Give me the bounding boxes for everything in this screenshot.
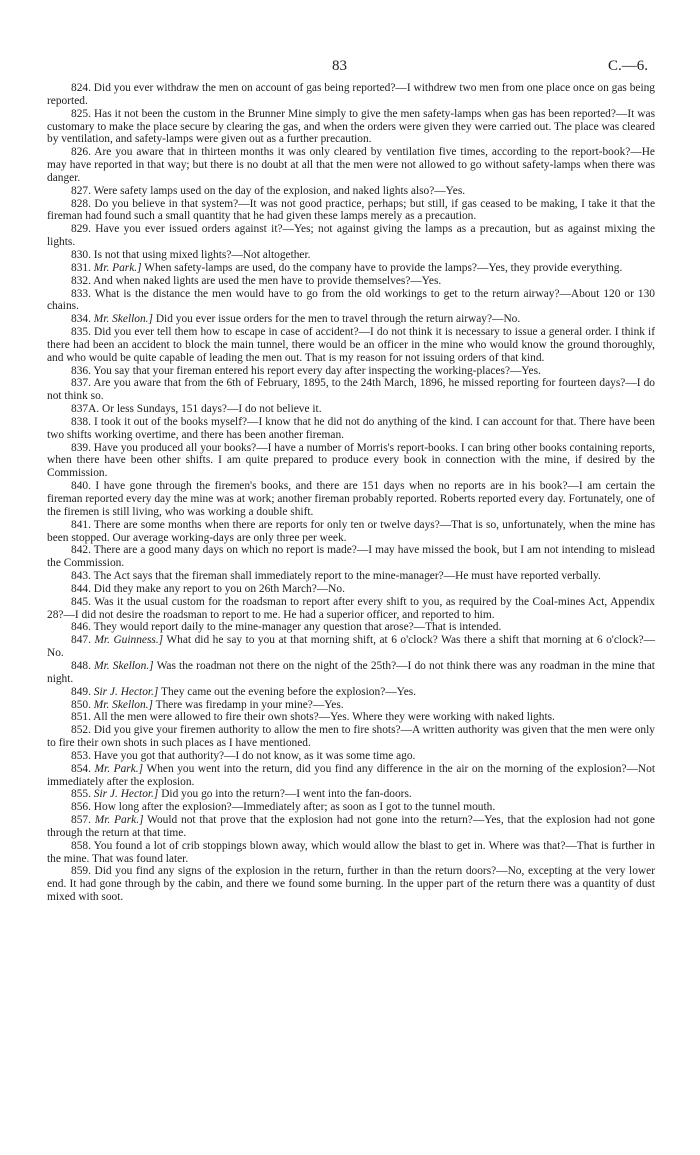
qa-entry (47, 763, 655, 789)
entry-number: 847. (71, 634, 91, 647)
qa-entry (47, 326, 655, 365)
speaker-name: Mr. Skellon.] (93, 313, 153, 326)
qa-entry (47, 544, 655, 570)
qa-entry (47, 377, 655, 403)
entry-number: 857. (71, 814, 91, 827)
entry-text: 839. Have you produced all your books?—I have a number of Morris's report-books. I can bring other books containing reports, when there have been other shifts. I am quite prepared to produce every book in connection with the mine, if desired by the Commission. (47, 441, 655, 480)
entry-text: 833. What is the distance the men would have to go from the old workings to get to the return airway?—About 120 or 130 chains. (47, 287, 655, 313)
entry-text: 858. You found a lot of crib stoppings blown away, which would allow the blast to get in. Where was that?—That is further in the mine. That was found later. (47, 839, 655, 865)
qa-entry (47, 275, 655, 288)
entry-text: 852. Did you give your firemen authority to allow the men to fire shots?—A written authority was given that the men were only to fire their own shots in such places as I have mentioned. (47, 724, 655, 750)
entry-text: They came out the evening before the explosion?—Yes. (161, 685, 417, 698)
entry-number: 854. (71, 762, 91, 775)
speaker-name: Mr. Skellon.] (94, 659, 154, 672)
entry-text: 859. Did you find any signs of the explosion in the return, further in than the return doors?—No, excepting at the very lower end. It had gone through by the cabin, and there we found some burning. In the upper part of the return there was a quantity of dust mixed with soot. (47, 865, 655, 904)
entry-text: 844. Did they make any report to you on 26th March?—No. (71, 582, 345, 595)
entry-text: 829. Have you ever issued orders against it?—Yes; not against giving the lamps as a precaution, but as against mixing the lights. (47, 223, 655, 249)
entry-text: 845. Was it the usual custom for the roadsman to report after every shift to you, as required by the Coal-mines Act, Appendix 28?—I did not desire the roadsman to report to me. He had a superior officer, and reported to him. (47, 595, 655, 621)
entry-text: 832. And when naked lights are used the men have to provide themselves?—Yes. (71, 274, 442, 287)
qa-entry (47, 288, 655, 314)
speaker-name: Mr. Park.] (94, 814, 144, 827)
qa-entry (47, 108, 655, 147)
entry-text: 851. All the men were allowed to fire their own shots?—Yes. Where they were working with naked lights. (71, 711, 555, 724)
qa-entry (47, 416, 655, 442)
entry-number: 831. (71, 261, 91, 274)
qa-entry (47, 403, 655, 416)
qa-entry (47, 583, 655, 596)
speaker-name: Mr. Guinness.] (94, 634, 164, 647)
entry-text: 826. Are you aware that in thirteen months it was only cleared by ventilation five times, according to the report-book?—He may have reported in that way; but there is no doubt at all that the men were not allowed to go without safety-lamps when there was danger. (47, 146, 655, 184)
entry-text: 824. Did you ever withdraw the men on account of gas being reported?—I withdrew two men from one place once on gas being reported. (47, 82, 655, 107)
entry-text: 836. You say that your fireman entered his report every day after inspecting the working-places?—Yes. (71, 364, 541, 377)
speaker-name: Sir J. Hector.] (93, 685, 159, 698)
qa-entry (47, 185, 655, 198)
entry-text: 827. Were safety lamps used on the day of the explosion, and naked lights also?—Yes. (71, 184, 466, 197)
qa-entry (47, 865, 655, 904)
entry-text: 835. Did you ever tell them how to escape in case of accident?—I do not think it is necessary to issue a general order. I think if there had been an accident to block the main tunnel, there would be an officer in the mine who would know the ground thoroughly, and who would be quite capable of leading the men out. That is my reason for not issuing orders of that kind. (47, 326, 655, 364)
qa-entry (47, 814, 655, 840)
qa-entry (47, 699, 655, 712)
qa-entry (47, 711, 655, 724)
qa-entry (47, 801, 655, 814)
qa-entry (47, 442, 655, 481)
qa-entry (47, 788, 655, 801)
qa-entry (47, 519, 655, 545)
qa-entry (47, 262, 655, 275)
entry-text: What did he say to you at that morning shift, at 6 o'clock? Was there a shift that morning at 6 o'clock?—No. (47, 634, 655, 660)
qa-entry (47, 660, 655, 686)
entry-text: 843. The Act says that the fireman shall immediately report to the mine-manager?—He must have reported verbally. (71, 570, 601, 583)
entry-text: When safety-lamps are used, do the company have to provide the lamps?—Yes, they provide everything. (144, 261, 623, 274)
entry-text: Did you go into the return?—I went into the fan-doors. (161, 788, 412, 801)
qa-entry (47, 198, 655, 224)
entry-text: 846. They would report daily to the mine-manager any question that arose?—That is intended. (71, 621, 502, 634)
qa-entry (47, 313, 655, 326)
speaker-name: Mr. Park.] (94, 762, 144, 775)
qa-entry (47, 146, 655, 185)
entry-text: 837. Are you aware that from the 6th of February, 1895, to the 24th March, 1896, he missed reporting for fourteen days?—I do not think so. (47, 377, 655, 403)
entry-number: 848. (71, 659, 91, 672)
speaker-name: Sir J. Hector.] (93, 788, 159, 801)
entry-text: 830. Is not that using mixed lights?—Not altogether. (71, 248, 311, 261)
qa-entry (47, 223, 655, 249)
entry-text: When you went into the return, did you find any difference in the air on the morning of the explosion?—Not immediately after the explosion. (47, 762, 655, 788)
qa-entry (47, 365, 655, 378)
entry-text: 853. Have you got that authority?—I do not know, as it was some time ago. (71, 749, 416, 762)
entry-text: 842. There are a good many days on which no report is made?—I may have missed the book, but I am not intending to mislead the Commission. (47, 544, 655, 570)
page-header (0, 58, 700, 78)
entry-text: 856. How long after the explosion?—Immediately after; as soon as I got to the tunnel mouth. (71, 801, 496, 814)
entry-number: 850. (71, 698, 91, 711)
page-code: C.—6. (607, 58, 648, 74)
qa-entry (47, 82, 655, 108)
entry-text: 838. I took it out of the books myself?—I know that he did not do anything of the kind. I can account for that. There have been two shifts working overtime, and there has been another fireman. (47, 415, 655, 441)
entry-text: Did you ever issue orders for the men to travel through the return airway?—No. (155, 313, 521, 326)
entry-number: 834. (71, 313, 91, 326)
qa-entry (47, 249, 655, 262)
entry-number: 849. (71, 685, 91, 698)
qa-entry (47, 724, 655, 750)
entry-text: 837A. Or less Sundays, 151 days?—I do not believe it. (71, 403, 322, 416)
qa-entry (47, 634, 655, 660)
qa-entry (47, 686, 655, 699)
qa-entry (47, 480, 655, 519)
entry-text: 825. Has it not been the custom in the Brunner Mine simply to give the men safety-lamps when gas has been reported?—It was customary to make the place secure by clearing the gas, and when the orders were given they were carried out. The place was cleared by ventilation, and safety-lamps were given out as a further precaution. (47, 107, 655, 146)
entry-number: 855. (71, 788, 91, 801)
document-body (47, 82, 655, 904)
qa-entry (47, 570, 655, 583)
qa-entry (47, 750, 655, 763)
entry-text: 841. There are some months when there are reports for only ten or twelve days?—That is so, unfortunately, when the mine has been stopped. Our average working-days are only three per week. (47, 518, 655, 544)
qa-entry (47, 840, 655, 866)
qa-entry (47, 621, 655, 634)
speaker-name: Mr. Park.] (93, 261, 142, 274)
entry-text: Would not that prove that the explosion had not gone into the return?—Yes, that the explosion had not gone through the return at that time. (47, 814, 655, 839)
page-number: 83 (332, 58, 347, 74)
entry-text: Was the roadman not there on the night of the 25th?—I do not think there was any roadman in the mine that night. (47, 659, 655, 685)
speaker-name: Mr. Skellon.] (93, 698, 153, 711)
entry-text: 828. Do you believe in that system?—It was not good practice, perhaps; but still, if gas ceased to be making, I take it that the fireman had found such a small quantity that he had given these lamps merely as a precaution. (47, 197, 655, 223)
entry-text: There was firedamp in your mine?—Yes. (155, 698, 344, 711)
entry-text: 840. I have gone through the firemen's books, and there are 151 days when no reports are in his book?—I am certain the fireman reported every day the mine was at work; another fireman probably reported. Roberts reported every day. Fortunately, one of the firemen is still living, who was working a double shift. (47, 480, 655, 518)
qa-entry (47, 596, 655, 622)
